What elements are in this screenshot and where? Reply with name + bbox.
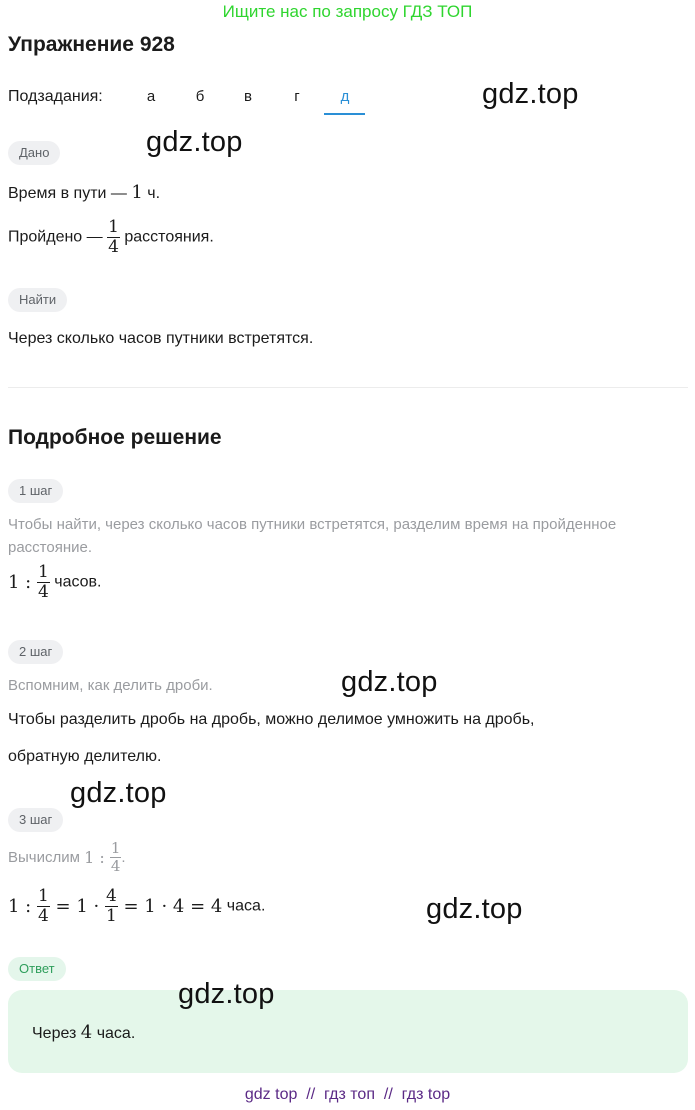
fraction [37, 563, 50, 602]
given-time-suffix: ч. [142, 185, 161, 202]
expression-suffix: часа. [222, 897, 266, 915]
expression-suffix: часов. [49, 573, 102, 591]
fraction-denominator: 4 [37, 906, 49, 926]
fraction-denominator: 1 [105, 906, 117, 926]
step-3-badge: 3 шаг [8, 808, 63, 832]
tab-a[interactable]: а [146, 88, 156, 105]
find-text: Через сколько часов путники встретятся. [8, 330, 314, 347]
fraction [107, 218, 120, 257]
tab-v[interactable]: в [244, 88, 252, 105]
step-1-description-line: расстояние. [8, 539, 93, 556]
active-tab-indicator [324, 113, 365, 115]
step-2-badge: 2 шаг [8, 640, 63, 664]
fraction-numerator: 4 [105, 886, 117, 906]
section-divider [8, 387, 688, 388]
description-suffix: . [121, 849, 126, 866]
answer-prefix: Через [32, 1025, 81, 1042]
fraction-denominator: 4 [37, 582, 49, 602]
given-distance-suffix: расстояния. [119, 228, 214, 246]
find-badge: Найти [8, 288, 67, 312]
given-distance-prefix: Пройдено — [8, 228, 108, 246]
step-3-description [8, 840, 126, 875]
footer-links[interactable]: gdz top // гдз топ // гдз top [244, 1086, 451, 1103]
fraction [110, 840, 122, 875]
description-prefix: Вычислим [8, 849, 85, 866]
expression-part: = 1 · [49, 896, 105, 917]
expression-part: = 1 · 4 = 4 [117, 896, 223, 917]
tab-g[interactable]: г [294, 88, 300, 105]
step-1-description-line: Чтобы найти, через сколько часов путники встретятся, разделим время на пройденное [8, 516, 617, 533]
tab-d[interactable]: д [340, 88, 350, 105]
given-time-value: 1 [131, 182, 143, 203]
watermark: gdz.top [178, 978, 275, 1010]
fraction-numerator: 1 [110, 839, 121, 857]
step-2-description: Вспомним, как делить дроби. [8, 677, 213, 694]
answer-suffix: часа. [92, 1025, 136, 1042]
fraction [37, 887, 50, 926]
step-1-expression [8, 563, 102, 602]
expression-part: 1 : [8, 572, 37, 593]
fraction [105, 887, 118, 926]
fraction-numerator: 1 [108, 217, 119, 237]
answer-value: 4 [80, 1022, 93, 1043]
fraction-denominator: 4 [110, 857, 121, 875]
step-1-badge: 1 шаг [8, 479, 63, 503]
answer-badge: Ответ [8, 957, 66, 981]
fraction-numerator: 1 [37, 562, 49, 582]
watermark: gdz.top [426, 893, 523, 925]
given-time-prefix: Время в пути — [8, 185, 132, 202]
fraction-denominator: 4 [108, 237, 119, 257]
given-time-line [8, 182, 160, 203]
expression-part: 1 : [8, 896, 37, 917]
exercise-title: Упражнение 928 [8, 33, 175, 56]
answer-text [32, 1022, 135, 1043]
fraction-numerator: 1 [37, 886, 49, 906]
given-distance-line [8, 218, 214, 257]
watermark: gdz.top [341, 666, 438, 698]
given-badge: Дано [8, 141, 60, 165]
watermark: gdz.top [482, 78, 579, 110]
step-1-description [8, 513, 693, 559]
expression-part: 1 : [84, 848, 110, 867]
watermark: gdz.top [146, 126, 243, 158]
subtasks-label: Подзадания: [8, 88, 103, 105]
tab-b[interactable]: б [195, 88, 205, 105]
step-2-rule-line-1: Чтобы разделить дробь на дробь, можно делимое умножить на дробь, [8, 711, 535, 728]
solution-title: Подробное решение [8, 426, 222, 449]
watermark: gdz.top [70, 777, 167, 809]
promo-banner: Ищите нас по запросу ГДЗ ТОП [222, 2, 473, 21]
step-2-rule-line-2: обратную делителю. [8, 748, 162, 765]
step-3-expression [8, 887, 265, 926]
